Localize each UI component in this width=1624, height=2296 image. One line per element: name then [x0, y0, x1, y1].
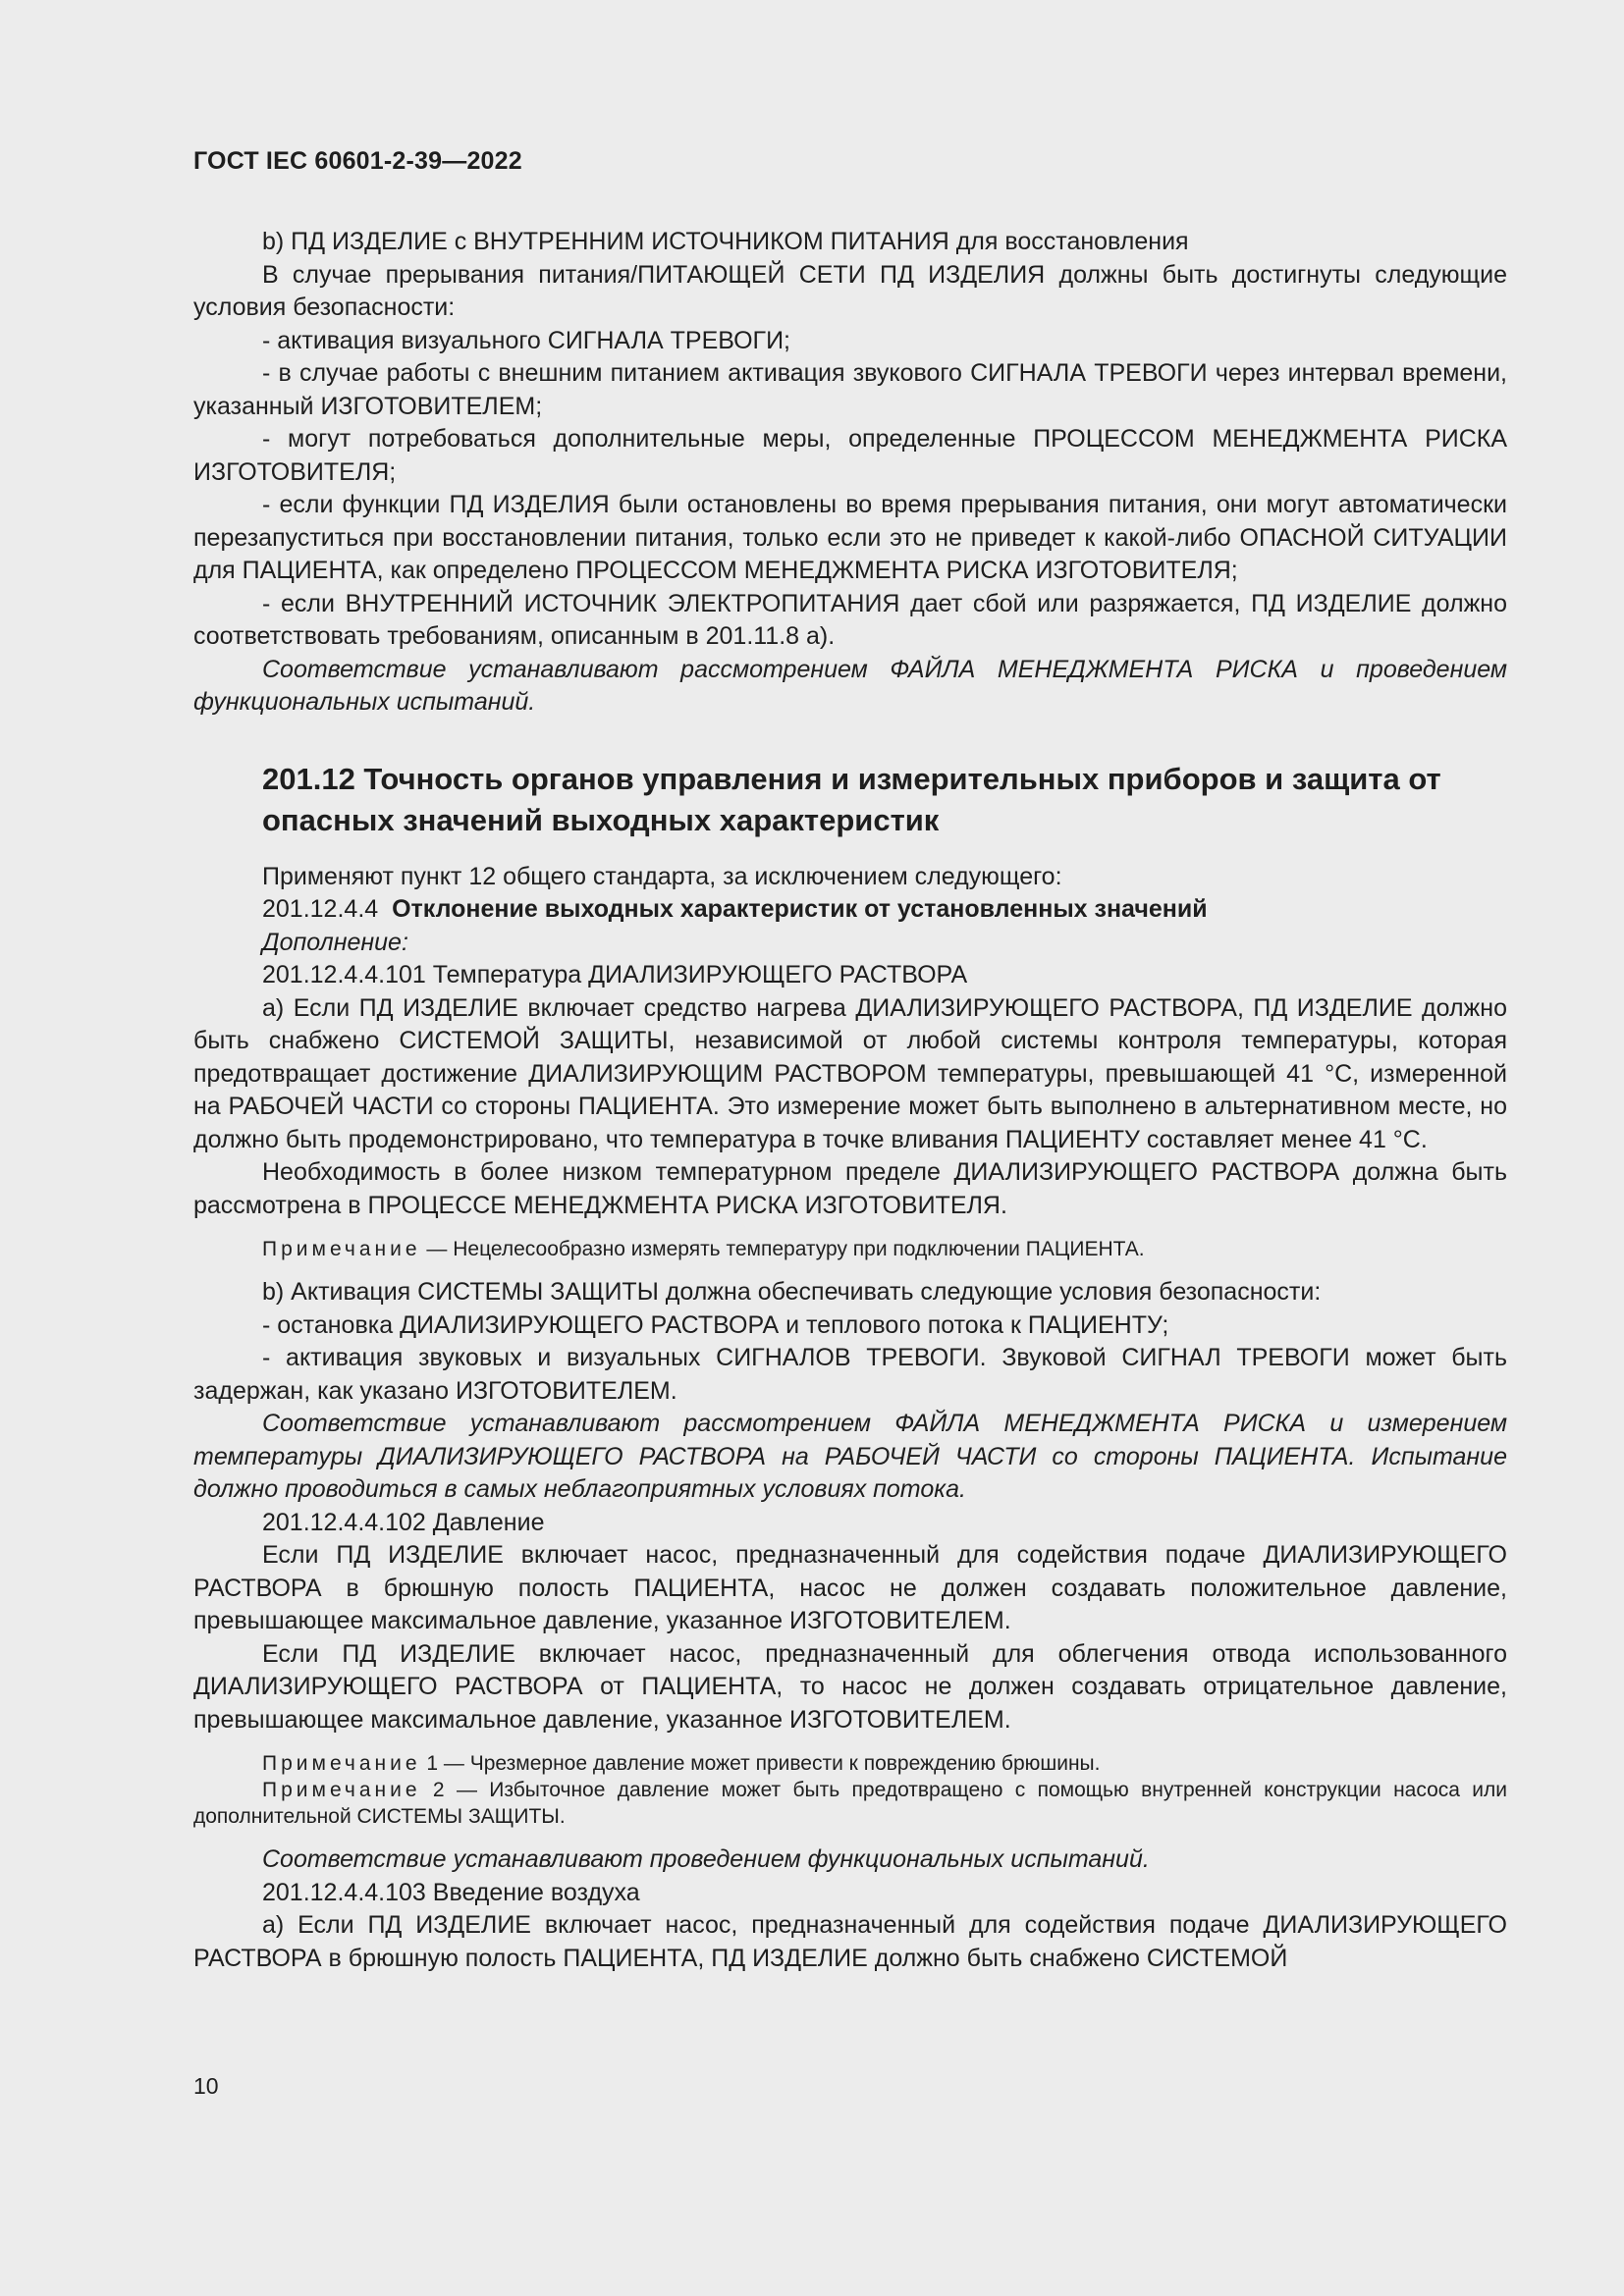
note-label: Примечание — [262, 1779, 421, 1801]
section-heading: 201.12 Точность органов управления и измерительных приборов и защита от опасных значений выходных характеристик — [262, 761, 1441, 837]
paragraph: В случае прерывания питания/ПИТАЮЩЕЙ СЕТИ ПД ИЗДЕЛИЯ должны быть достигнуты следующие условия безопасности: — [193, 260, 1507, 321]
paragraph: Применяют пункт 12 общего стандарта, за исключением следующего: — [262, 862, 1062, 890]
list-item: - в случае работы с внешним питанием активация звукового СИГНАЛА ТРЕВОГИ через интервал времени, указанный ИЗГОТОВИТЕЛЕМ; — [193, 359, 1507, 420]
note — [193, 1236, 1507, 1262]
subsection-heading — [193, 893, 1507, 927]
paragraph: Если ПД ИЗДЕЛИЕ включает насос, предназначенный для облегчения отвода использованного ДИАЛИЗИРУЮЩЕГО РАСТВОРА от ПАЦИЕНТА, то насос не должен создавать отрицательное давление, превышающее максимальное давление, указанное ИЗГОТОВИТЕЛЕМ. — [193, 1639, 1507, 1734]
subsection-number: 201.12.4.4 — [262, 895, 379, 923]
paragraph: Если ПД ИЗДЕЛИЕ включает насос, предназначенный для содействия подаче ДИАЛИЗИРУЮЩЕГО РАСТВОРА в брюшную полость ПАЦИЕНТА, насос не должен создавать положительное давление, превышающее максимальное давление, указанное ИЗГОТОВИТЕЛЕМ. — [193, 1541, 1507, 1634]
paragraph: b) ПД ИЗДЕЛИЕ с ВНУТРЕННИМ ИСТОЧНИКОМ ПИТАНИЯ для восстановления — [262, 228, 1189, 255]
list-item: - если ВНУТРЕННИЙ ИСТОЧНИК ЭЛЕКТРОПИТАНИЯ дает сбой или разряжается, ПД ИЗДЕЛИЕ должно соответствовать требованиям, описанным в 201.11.8 а). — [193, 589, 1507, 650]
list-item: - активация визуального СИГНАЛА ТРЕВОГИ; — [262, 326, 791, 354]
paragraph: а) Если ПД ИЗДЕЛИЕ включает насос, предназначенный для содействия подаче ДИАЛИЗИРУЮЩЕГО РАСТВОРА в брюшную полость ПАЦИЕНТА, ПД ИЗДЕЛИЕ должно быть снабжено СИСТЕМОЙ — [193, 1911, 1507, 1972]
paragraph: b) Активация СИСТЕМЫ ЗАЩИТЫ должна обеспечивать следующие условия безопасности: — [262, 1278, 1322, 1306]
note-text: — Нецелесообразно измерять температуру при подключении ПАЦИЕНТА. — [426, 1238, 1145, 1260]
clause-heading: 201.12.4.4.103 Введение воздуха — [262, 1878, 640, 1906]
page-number: 10 — [193, 2073, 219, 2099]
note-text: 2 — Избыточное давление может быть предотвращено с помощью внутренней конструкции насоса или дополнительной СИСТЕМЫ ЗАЩИТЫ. — [193, 1779, 1507, 1828]
clause-heading: 201.12.4.4.101 Температура ДИАЛИЗИРУЮЩЕГО РАСТВОРА — [262, 961, 968, 988]
paragraph: а) Если ПД ИЗДЕЛИЕ включает средство нагрева ДИАЛИЗИРУЮЩЕГО РАСТВОРА, ПД ИЗДЕЛИЕ должно быть снабжено СИСТЕМОЙ ЗАЩИТЫ, независимой от любой системы контроля температуры, которая предотвращает достижение ДИАЛИЗИРУЮЩИМ РАСТВОРОМ температуры, превышающей 41 °С, измеренной на РАБОЧЕЙ ЧАСТИ со стороны ПАЦИЕНТА. Это измерение может быть выполнено в альтернативном месте, но должно быть продемонстрировано, что температура в точке вливания ПАЦИЕНТУ составляет менее 41 °С. — [193, 993, 1507, 1153]
list-item: - если функции ПД ИЗДЕЛИЯ были остановлены во время прерывания питания, они могут автоматически перезапуститься при восстановлении питания, только если это не приведет к какой-либо ОПАСНОЙ СИТУАЦИИ для ПАЦИЕНТА, как определено ПРОЦЕССОМ МЕНЕДЖМЕНТА РИСКА ИЗГОТОВИТЕЛЯ; — [193, 491, 1507, 584]
compliance-paragraph: Соответствие устанавливают рассмотрением ФАЙЛА МЕНЕДЖМЕНТА РИСКА и измерением температуры ДИАЛИЗИРУЮЩЕГО РАСТВОРА на РАБОЧЕЙ ЧАСТИ со стороны ПАЦИЕНТА. Испытание должно проводиться в самых неблагоприятных условиях потока. — [193, 1410, 1507, 1503]
page-header: ГОСТ IEC 60601-2-39—2022 — [193, 147, 522, 175]
note-block — [193, 1750, 1507, 1830]
list-item: - могут потребоваться дополнительные меры, определенные ПРОЦЕССОМ МЕНЕДЖМЕНТА РИСКА ИЗГОТОВИТЕЛЯ; — [193, 425, 1507, 486]
paragraph: Необходимость в более низком температурном пределе ДИАЛИЗИРУЮЩЕГО РАСТВОРА должна быть рассмотрена в ПРОЦЕССЕ МЕНЕДЖМЕНТА РИСКА ИЗГОТОВИТЕЛЯ. — [193, 1158, 1507, 1219]
page-body — [193, 226, 1507, 1975]
note-label: Примечание — [262, 1752, 421, 1775]
note — [193, 1750, 1507, 1777]
list-item: - остановка ДИАЛИЗИРУЮЩЕГО РАСТВОРА и теплового потока к ПАЦИЕНТУ; — [262, 1310, 1169, 1339]
compliance-paragraph: Соответствие устанавливают рассмотрением ФАЙЛА МЕНЕДЖМЕНТА РИСКА и проведением функциональных испытаний. — [193, 655, 1507, 716]
note-block — [193, 1236, 1507, 1262]
subsection-title: Отклонение выходных характеристик от установленных значений — [392, 895, 1208, 923]
note-text: 1 — Чрезмерное давление может привести к повреждению брюшины. — [426, 1752, 1101, 1775]
note — [193, 1777, 1507, 1830]
list-item: - активация звуковых и визуальных СИГНАЛОВ ТРЕВОГИ. Звуковой СИГНАЛ ТРЕВОГИ может быть задержан, как указано ИЗГОТОВИТЕЛЕМ. — [193, 1344, 1507, 1405]
clause-heading: 201.12.4.4.102 Давление — [262, 1508, 545, 1536]
note-label: Примечание — [262, 1238, 421, 1260]
addition-label: Дополнение: — [262, 928, 408, 956]
compliance-paragraph: Соответствие устанавливают проведением функциональных испытаний. — [262, 1845, 1150, 1873]
